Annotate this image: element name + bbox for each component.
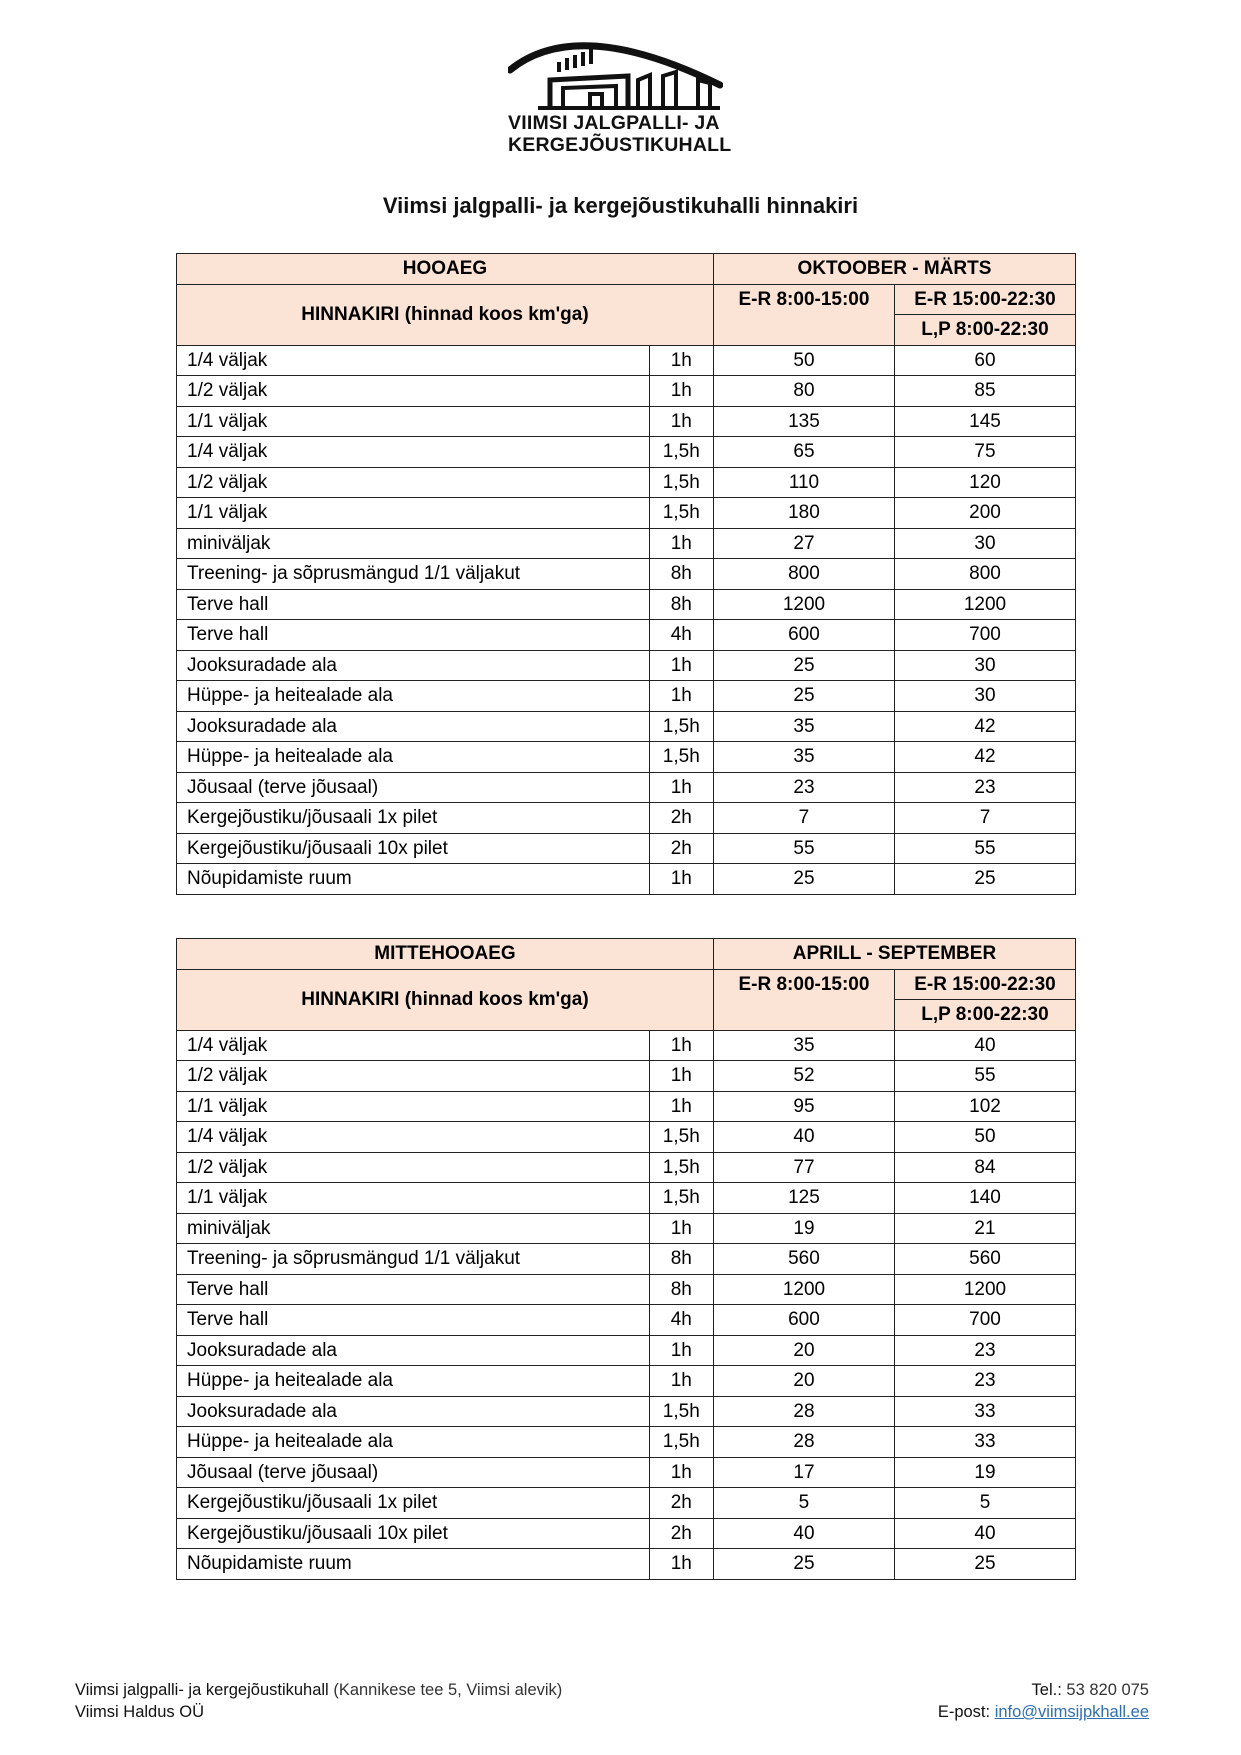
table-row [177, 528, 1076, 559]
column-weekday-evening: E-R 15:00-22:30 [894, 284, 1075, 315]
row-duration: 1h [649, 1091, 713, 1122]
row-duration: 1h [649, 528, 713, 559]
row-price-day: 7 [713, 803, 894, 834]
row-duration: 1,5h [649, 711, 713, 742]
row-name: Hüppe- ja heitealade ala [177, 1366, 650, 1397]
row-duration: 1,5h [649, 437, 713, 468]
table-row [177, 620, 1076, 651]
row-price-evening: 60 [894, 345, 1075, 376]
row-price-day: 125 [713, 1183, 894, 1214]
footer-phone-label: Tel.: [1031, 1681, 1062, 1699]
row-price-evening: 33 [894, 1396, 1075, 1427]
row-price-evening: 560 [894, 1244, 1075, 1275]
row-price-day: 28 [713, 1427, 894, 1458]
row-price-evening: 102 [894, 1091, 1075, 1122]
table-row [177, 1183, 1076, 1214]
table-row [177, 772, 1076, 803]
footer-address: (Kannikese tee 5, Viimsi alevik) [333, 1681, 563, 1699]
table-row [177, 650, 1076, 681]
footer-right [938, 1679, 1149, 1723]
row-duration: 8h [649, 589, 713, 620]
footer-phone: 53 820 075 [1066, 1681, 1149, 1699]
row-price-evening: 145 [894, 406, 1075, 437]
logo-text [508, 112, 733, 156]
table-row [177, 1213, 1076, 1244]
pricelist-label: HINNAKIRI (hinnad koos km'ga) [177, 284, 714, 345]
row-name: Treening- ja sõprusmängud 1/1 väljakut [177, 1244, 650, 1275]
pricelist-label: HINNAKIRI (hinnad koos km'ga) [177, 969, 714, 1030]
row-price-day: 77 [713, 1152, 894, 1183]
row-name: 1/1 väljak [177, 406, 650, 437]
table-row [177, 803, 1076, 834]
row-duration: 1h [649, 376, 713, 407]
table-row [177, 467, 1076, 498]
season-label: MITTEHOOAEG [177, 939, 714, 970]
footer-left [75, 1679, 562, 1723]
row-price-evening: 50 [894, 1122, 1075, 1153]
row-name: Nõupidamiste ruum [177, 864, 650, 895]
row-duration: 4h [649, 1305, 713, 1336]
row-price-evening: 40 [894, 1518, 1075, 1549]
row-price-day: 52 [713, 1061, 894, 1092]
row-price-day: 80 [713, 376, 894, 407]
row-duration: 1h [649, 1061, 713, 1092]
row-price-day: 25 [713, 681, 894, 712]
row-price-day: 600 [713, 620, 894, 651]
row-name: Kergejõustiku/jõusaali 1x pilet [177, 1488, 650, 1519]
row-name: Treening- ja sõprusmängud 1/1 väljakut [177, 559, 650, 590]
row-duration: 1,5h [649, 1396, 713, 1427]
row-price-evening: 700 [894, 1305, 1075, 1336]
row-duration: 8h [649, 559, 713, 590]
row-duration: 2h [649, 1518, 713, 1549]
row-duration: 2h [649, 803, 713, 834]
row-price-day: 110 [713, 467, 894, 498]
row-duration: 1,5h [649, 498, 713, 529]
table-row [177, 345, 1076, 376]
row-price-day: 600 [713, 1305, 894, 1336]
row-price-evening: 42 [894, 711, 1075, 742]
row-price-day: 25 [713, 864, 894, 895]
row-duration: 1h [649, 1030, 713, 1061]
row-name: 1/2 väljak [177, 376, 650, 407]
row-name: 1/1 väljak [177, 1183, 650, 1214]
period-label: APRILL - SEPTEMBER [713, 939, 1075, 970]
price-table-offseason [176, 938, 1076, 1580]
row-price-day: 800 [713, 559, 894, 590]
row-duration: 1h [649, 1366, 713, 1397]
column-weekend: L,P 8:00-22:30 [894, 315, 1075, 346]
table-row [177, 1549, 1076, 1580]
row-name: Hüppe- ja heitealade ala [177, 681, 650, 712]
row-duration: 1,5h [649, 467, 713, 498]
row-name: Kergejõustiku/jõusaali 10x pilet [177, 1518, 650, 1549]
price-table-season [176, 253, 1076, 895]
table-row [177, 559, 1076, 590]
row-duration: 2h [649, 833, 713, 864]
row-name: Terve hall [177, 589, 650, 620]
logo-line-2: KERGEJÕUSTIKUHALL [508, 134, 732, 156]
row-price-day: 560 [713, 1244, 894, 1275]
row-price-evening: 33 [894, 1427, 1075, 1458]
row-duration: 1h [649, 650, 713, 681]
row-duration: 1h [649, 1457, 713, 1488]
row-name: 1/2 väljak [177, 1152, 650, 1183]
table-row [177, 437, 1076, 468]
row-price-evening: 25 [894, 1549, 1075, 1580]
footer-email-label: E-post: [937, 1703, 991, 1721]
row-price-day: 25 [713, 1549, 894, 1580]
row-duration: 1,5h [649, 1152, 713, 1183]
row-price-day: 20 [713, 1335, 894, 1366]
row-price-evening: 21 [894, 1213, 1075, 1244]
row-duration: 1h [649, 864, 713, 895]
row-price-evening: 30 [894, 650, 1075, 681]
table-row [177, 1396, 1076, 1427]
stadium-logo-icon [508, 30, 723, 110]
row-price-evening: 120 [894, 467, 1075, 498]
row-name: Hüppe- ja heitealade ala [177, 742, 650, 773]
row-duration: 1h [649, 1335, 713, 1366]
row-price-evening: 1200 [894, 1274, 1075, 1305]
row-duration: 8h [649, 1274, 713, 1305]
row-price-evening: 140 [894, 1183, 1075, 1214]
table-row [177, 1030, 1076, 1061]
row-name: Jooksuradade ala [177, 711, 650, 742]
row-price-evening: 19 [894, 1457, 1075, 1488]
row-price-evening: 55 [894, 833, 1075, 864]
row-price-evening: 75 [894, 437, 1075, 468]
row-duration: 1h [649, 681, 713, 712]
table-row [177, 864, 1076, 895]
row-duration: 1h [649, 1549, 713, 1580]
row-name: Kergejõustiku/jõusaali 1x pilet [177, 803, 650, 834]
row-price-evening: 23 [894, 772, 1075, 803]
table-row [177, 1091, 1076, 1122]
table-row [177, 681, 1076, 712]
row-price-day: 40 [713, 1518, 894, 1549]
column-weekday-day: E-R 8:00-15:00 [713, 284, 894, 345]
row-price-day: 35 [713, 1030, 894, 1061]
row-price-evening: 23 [894, 1335, 1075, 1366]
row-name: 1/2 väljak [177, 1061, 650, 1092]
table-row [177, 742, 1076, 773]
row-price-day: 135 [713, 406, 894, 437]
row-name: Terve hall [177, 620, 650, 651]
row-price-evening: 700 [894, 620, 1075, 651]
row-duration: 2h [649, 1488, 713, 1519]
row-price-day: 65 [713, 437, 894, 468]
row-duration: 1h [649, 1213, 713, 1244]
table-row [177, 1366, 1076, 1397]
row-duration: 4h [649, 620, 713, 651]
row-price-evening: 55 [894, 1061, 1075, 1092]
table-row [177, 406, 1076, 437]
row-name: Jooksuradade ala [177, 1335, 650, 1366]
row-price-day: 20 [713, 1366, 894, 1397]
row-name: Kergejõustiku/jõusaali 10x pilet [177, 833, 650, 864]
row-price-evening: 84 [894, 1152, 1075, 1183]
table-row [177, 1518, 1076, 1549]
table-row [177, 1335, 1076, 1366]
table-row [177, 1305, 1076, 1336]
row-price-day: 35 [713, 711, 894, 742]
logo [508, 30, 733, 156]
row-name: Jõusaal (terve jõusaal) [177, 772, 650, 803]
row-name: Hüppe- ja heitealade ala [177, 1427, 650, 1458]
period-label: OKTOOBER - MÄRTS [713, 254, 1075, 285]
row-name: Terve hall [177, 1305, 650, 1336]
row-price-day: 28 [713, 1396, 894, 1427]
column-weekday-evening: E-R 15:00-22:30 [894, 969, 1075, 1000]
row-price-day: 95 [713, 1091, 894, 1122]
row-price-evening: 40 [894, 1030, 1075, 1061]
row-name: 1/2 väljak [177, 467, 650, 498]
footer-email-link[interactable]: info@viimsijpkhall.ee [994, 1703, 1149, 1721]
table-row [177, 589, 1076, 620]
row-name: 1/4 väljak [177, 1030, 650, 1061]
row-price-evening: 800 [894, 559, 1075, 590]
row-price-evening: 23 [894, 1366, 1075, 1397]
row-name: 1/1 väljak [177, 498, 650, 529]
row-price-day: 180 [713, 498, 894, 529]
table-row [177, 711, 1076, 742]
row-name: Terve hall [177, 1274, 650, 1305]
row-price-day: 5 [713, 1488, 894, 1519]
row-name: Jooksuradade ala [177, 650, 650, 681]
row-price-day: 35 [713, 742, 894, 773]
season-label: HOOAEG [177, 254, 714, 285]
row-price-day: 27 [713, 528, 894, 559]
table-row [177, 1457, 1076, 1488]
row-price-day: 23 [713, 772, 894, 803]
row-duration: 1h [649, 345, 713, 376]
row-price-evening: 30 [894, 528, 1075, 559]
table-row [177, 1427, 1076, 1458]
row-duration: 8h [649, 1244, 713, 1275]
column-weekday-day: E-R 8:00-15:00 [713, 969, 894, 1030]
row-duration: 1h [649, 772, 713, 803]
page-title: Viimsi jalgpalli- ja kergejõustikuhalli hinnakiri [382, 193, 859, 218]
row-price-evening: 200 [894, 498, 1075, 529]
row-name: miniväljak [177, 528, 650, 559]
row-price-day: 17 [713, 1457, 894, 1488]
table-row [177, 376, 1076, 407]
row-price-evening: 1200 [894, 589, 1075, 620]
row-price-evening: 30 [894, 681, 1075, 712]
row-price-day: 40 [713, 1122, 894, 1153]
row-price-day: 25 [713, 650, 894, 681]
row-name: 1/4 väljak [177, 1122, 650, 1153]
row-price-day: 55 [713, 833, 894, 864]
row-duration: 1,5h [649, 1427, 713, 1458]
row-name: Jõusaal (terve jõusaal) [177, 1457, 650, 1488]
row-price-evening: 85 [894, 376, 1075, 407]
table-row [177, 498, 1076, 529]
row-price-day: 1200 [713, 589, 894, 620]
row-duration: 1,5h [649, 742, 713, 773]
table-row [177, 1244, 1076, 1275]
row-price-day: 50 [713, 345, 894, 376]
table-row [177, 833, 1076, 864]
row-name: Nõupidamiste ruum [177, 1549, 650, 1580]
footer-company: Viimsi jalgpalli- ja kergejõustikuhall [75, 1681, 329, 1699]
row-name: 1/1 väljak [177, 1091, 650, 1122]
row-duration: 1,5h [649, 1122, 713, 1153]
table-row [177, 1488, 1076, 1519]
row-duration: 1h [649, 406, 713, 437]
row-price-evening: 25 [894, 864, 1075, 895]
row-name: 1/4 väljak [177, 437, 650, 468]
row-duration: 1,5h [649, 1183, 713, 1214]
row-price-evening: 42 [894, 742, 1075, 773]
row-name: miniväljak [177, 1213, 650, 1244]
column-weekend: L,P 8:00-22:30 [894, 1000, 1075, 1031]
row-price-evening: 7 [894, 803, 1075, 834]
row-price-day: 19 [713, 1213, 894, 1244]
row-name: Jooksuradade ala [177, 1396, 650, 1427]
table-row [177, 1122, 1076, 1153]
table-row [177, 1152, 1076, 1183]
row-price-evening: 5 [894, 1488, 1075, 1519]
logo-line-1: VIIMSI JALGPALLI- JA [508, 112, 720, 134]
footer-owner: Viimsi Haldus OÜ [75, 1703, 204, 1721]
table-row [177, 1274, 1076, 1305]
row-price-day: 1200 [713, 1274, 894, 1305]
row-name: 1/4 väljak [177, 345, 650, 376]
table-row [177, 1061, 1076, 1092]
